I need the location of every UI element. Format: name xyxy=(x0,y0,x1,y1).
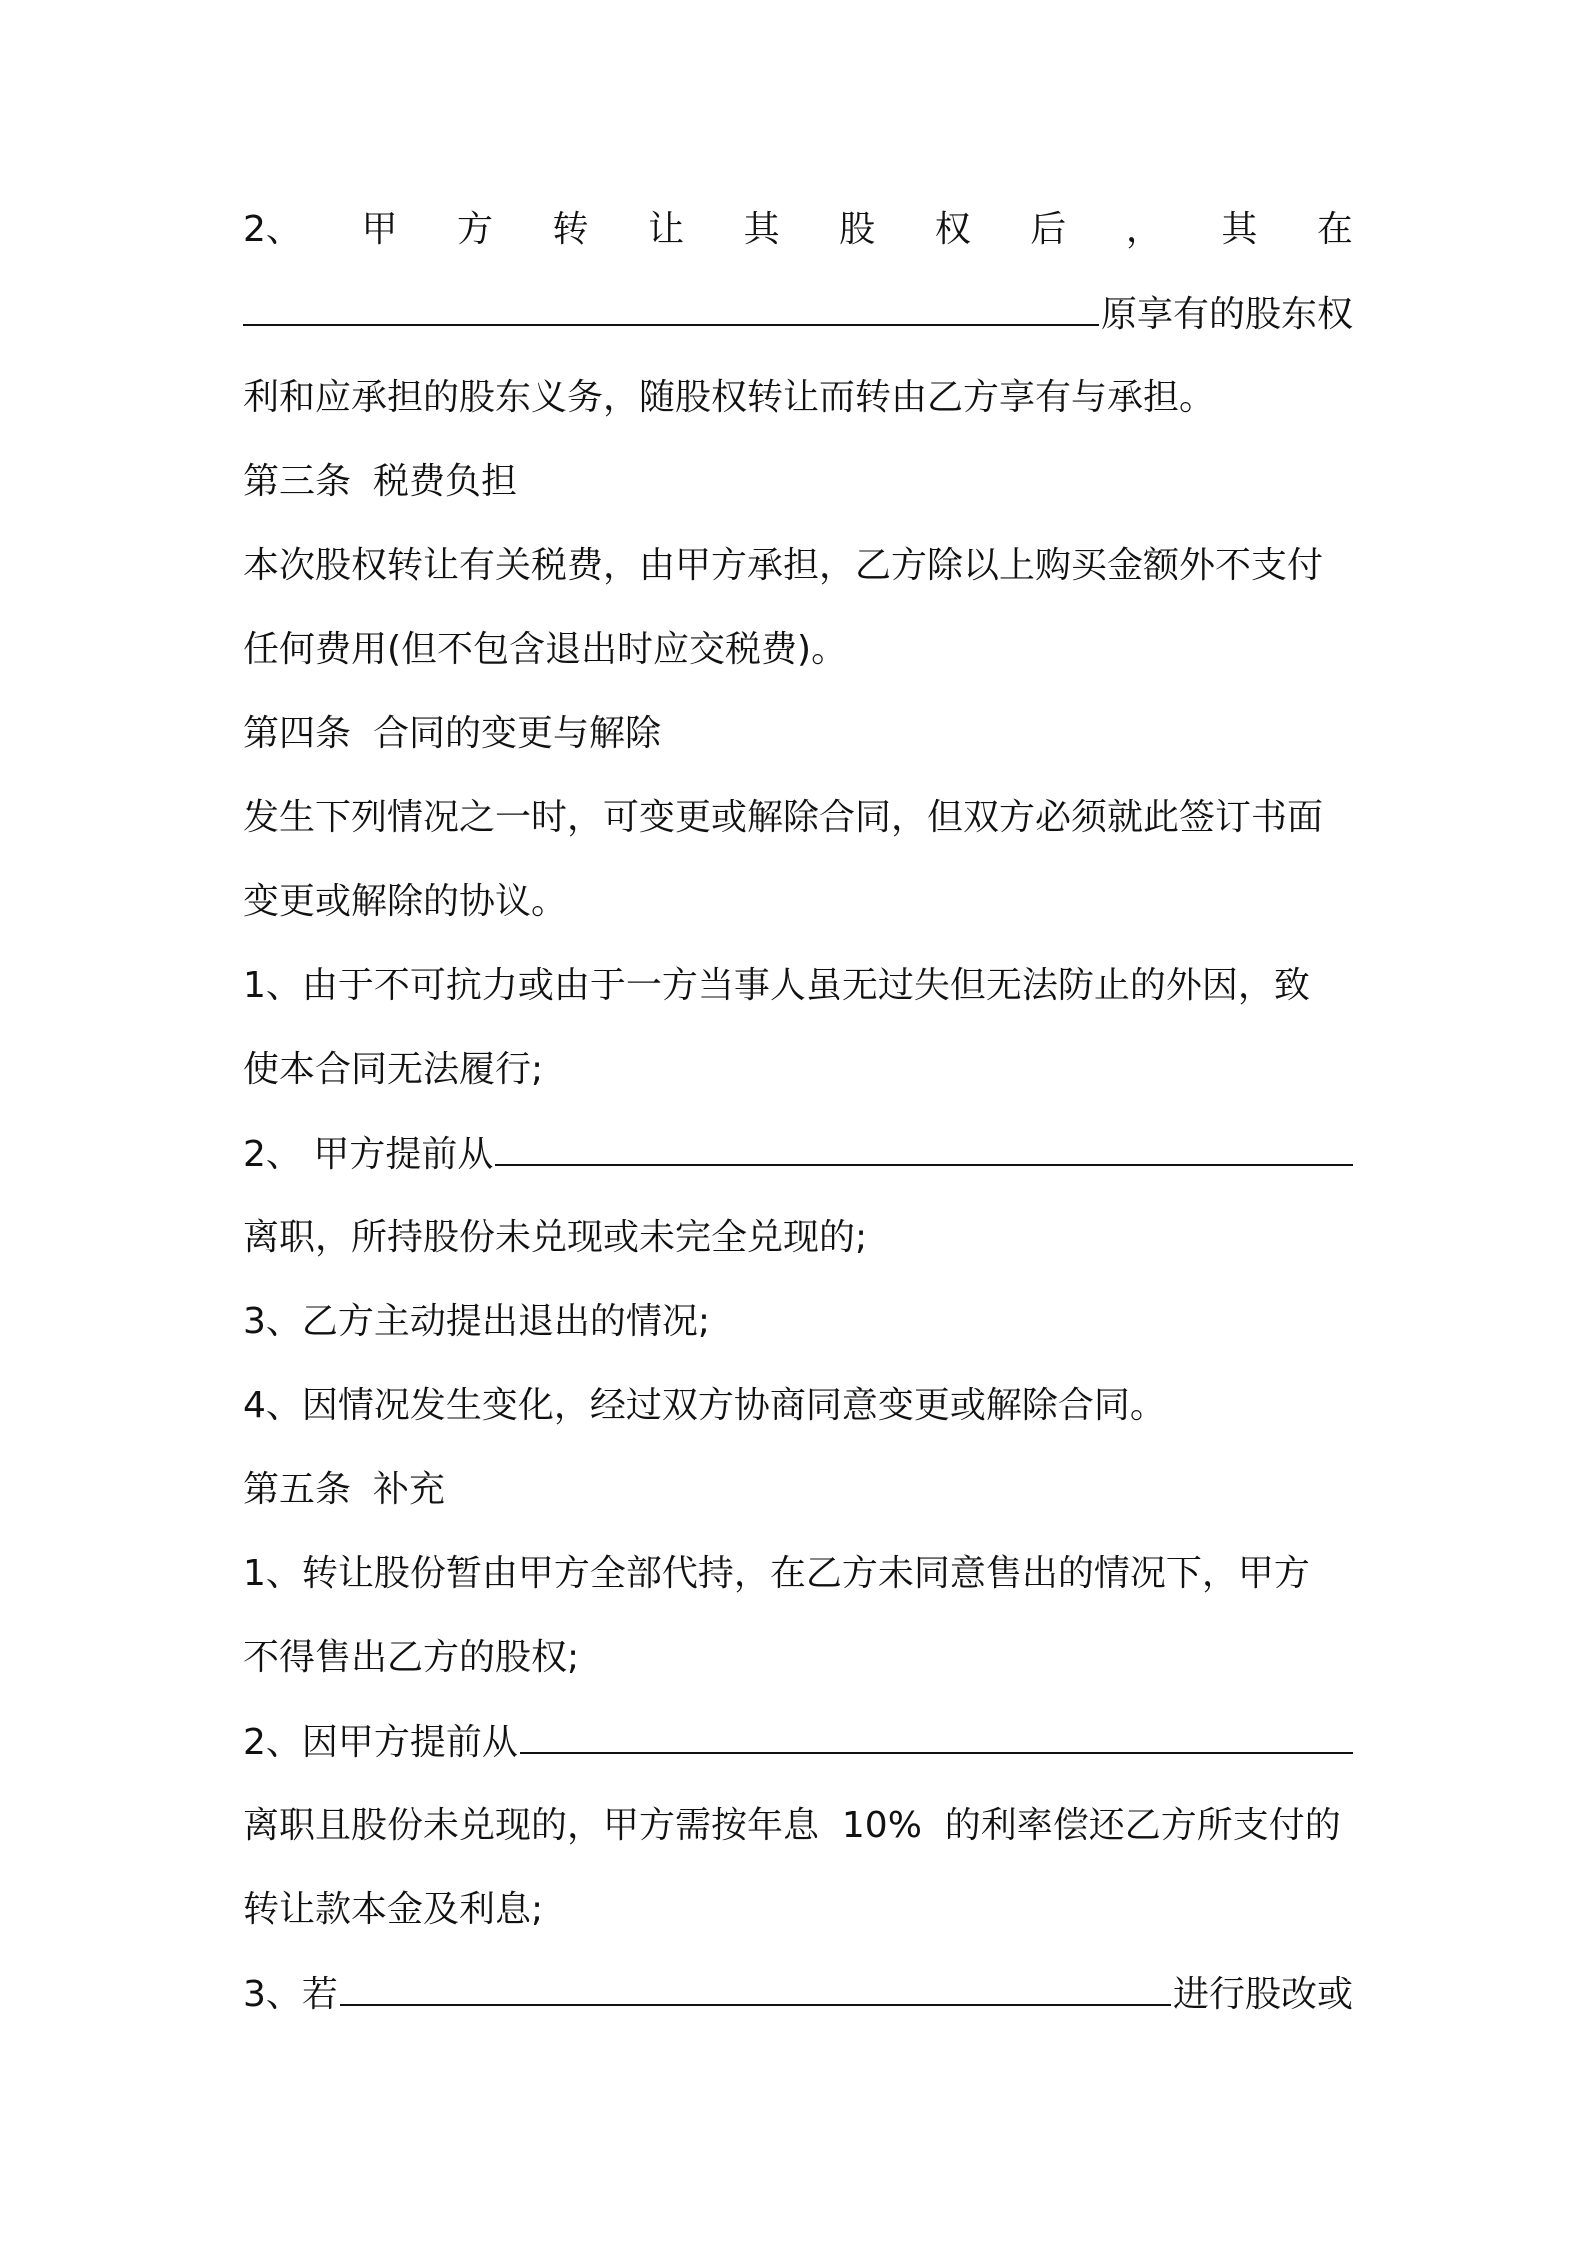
article-title: 合同的变更与解除 xyxy=(373,713,662,754)
line-text: 进行股改或 xyxy=(1172,1974,1353,2015)
line-text: 2、 甲方提前从 xyxy=(243,1134,494,1175)
paragraph-line: 离职，所持股份未兑现或未完全兑现的; xyxy=(243,1217,868,1258)
article-title: 税费负担 xyxy=(373,461,518,502)
article-heading-5 xyxy=(243,1460,1353,1520)
article-number: 第五条 xyxy=(243,1469,352,1510)
clause-char: 权 xyxy=(934,209,971,250)
paragraph-line: 1、转让股份暂由甲方全部代持，在乙方未同意售出的情况下，甲方 xyxy=(243,1553,1310,1594)
fill-in-blank[interactable] xyxy=(520,1712,1353,1754)
clause-char: 2、 xyxy=(243,209,302,250)
line-text: 3、若 xyxy=(243,1974,338,2015)
article-number: 第三条 xyxy=(243,461,352,502)
clause-char: 其 xyxy=(1221,209,1258,250)
clause-char: 甲 xyxy=(361,209,398,250)
clause-char: 转 xyxy=(552,209,589,250)
article-heading-4 xyxy=(243,704,1353,764)
paragraph-line: 1、由于不可抗力或由于一方当事人虽无过失但无法防止的外因，致 xyxy=(243,965,1310,1006)
fill-in-blank[interactable] xyxy=(243,284,1099,326)
paragraph-line: 发生下列情况之一时，可变更或解除合同，但双方必须就此签订书面 xyxy=(243,797,1324,838)
article-title: 补充 xyxy=(373,1469,446,1510)
clause-char: 股 xyxy=(839,209,876,250)
blank-line-restructure xyxy=(243,1964,1353,2024)
paragraph-line: 3、乙方主动提出退出的情况; xyxy=(243,1301,711,1342)
paragraph-line: 变更或解除的协议。 xyxy=(243,881,568,922)
clause-char: 让 xyxy=(648,209,685,250)
paragraph-line: 离职且股份未兑现的，甲方需按年息 10% 的利率偿还乙方所支付的 xyxy=(243,1805,1341,1846)
clause-char: 方 xyxy=(456,209,493,250)
clause-char: 在 xyxy=(1316,209,1353,250)
paragraph-line: 转让款本金及利息; xyxy=(243,1889,544,1930)
fill-in-blank[interactable] xyxy=(340,1964,1171,2006)
blank-line-employer xyxy=(243,1124,1353,1184)
paragraph-line: 利和应承担的股东义务，随股权转让而转由乙方享有与承担。 xyxy=(243,377,1216,418)
clause-char: 后 xyxy=(1030,209,1067,250)
clause-char: ， xyxy=(1125,209,1162,250)
article-number: 第四条 xyxy=(243,713,352,754)
paragraph-line: 4、因情况发生变化，经过双方协商同意变更或解除合同。 xyxy=(243,1385,1166,1426)
line-text: 2、因甲方提前从 xyxy=(243,1722,518,1763)
paragraph-line: 本次股权转让有关税费，由甲方承担，乙方除以上购买金额外不支付 xyxy=(243,545,1324,586)
line-text: 原享有的股东权 xyxy=(1100,294,1353,335)
paragraph-line: 不得售出乙方的股权; xyxy=(243,1637,580,1678)
article-heading-3 xyxy=(243,452,1353,512)
clause-2-transfer-line xyxy=(243,200,1353,260)
paragraph-line: 使本合同无法履行; xyxy=(243,1049,544,1090)
paragraph-line: 任何费用(但不包含退出时应交税费)。 xyxy=(243,629,848,670)
blank-line-employer-2 xyxy=(243,1712,1353,1772)
fill-in-blank[interactable] xyxy=(495,1124,1353,1166)
clause-char: 其 xyxy=(743,209,780,250)
blank-line-company xyxy=(243,284,1353,344)
